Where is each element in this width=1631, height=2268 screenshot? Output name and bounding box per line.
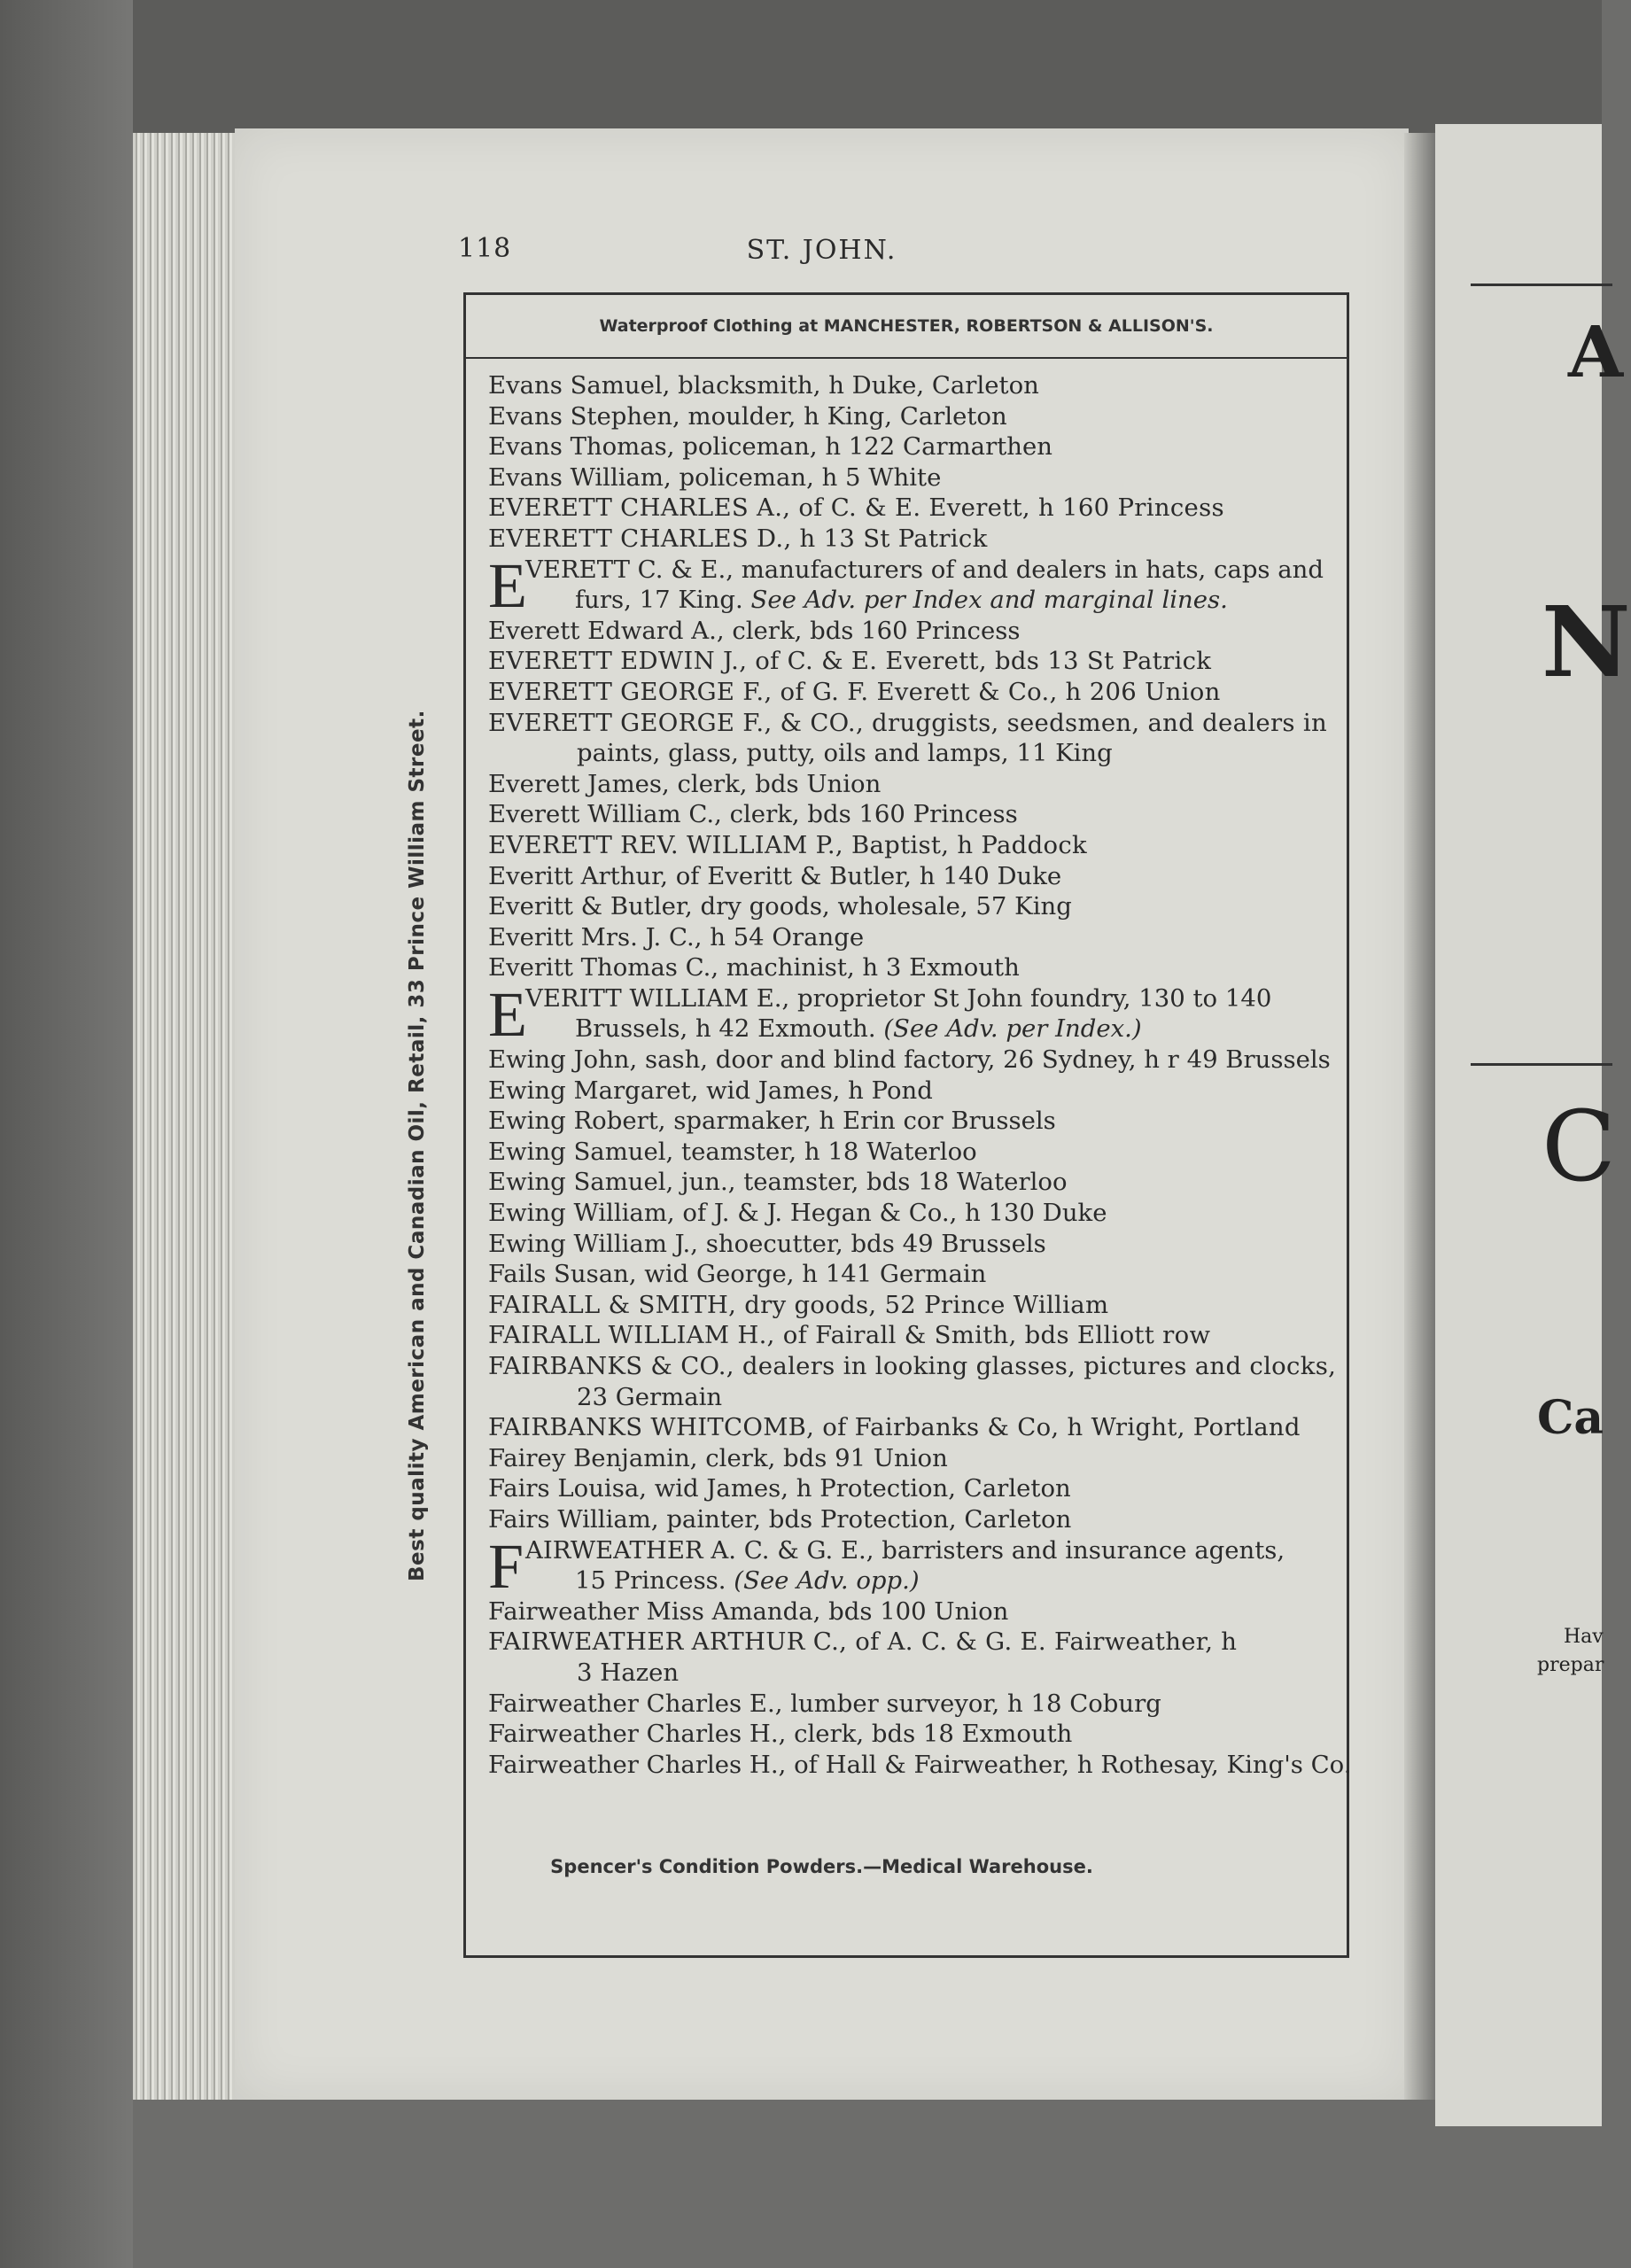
facing-page-fragment: A — [1568, 310, 1624, 393]
entry-line-continued — [525, 1565, 1348, 1596]
listing-entry: EVERETT REV. WILLIAM P., Baptist, h Paddock — [488, 830, 1088, 859]
listing-entry: EVERETT EDWIN J., of C. & E. Everett, bds 13 St Patrick — [488, 647, 1212, 676]
listing-entry: Everitt & Butler, dry goods, wholesale, 57 King — [488, 892, 1072, 921]
listing-entry: FAIRBANKS & CO., dealers in looking glasses, pictures and clocks, — [488, 1352, 1337, 1380]
bottom-advertisement: Spencer's Condition Powders.—Medical Warehouse. — [550, 1856, 1093, 1877]
entry-line-continued — [525, 585, 1348, 616]
listing-entry: Everett James, clerk, bds Union — [488, 769, 882, 798]
listing-entry: Everett Edward A., clerk, bds 160 Princess — [488, 616, 1021, 645]
listing-entry: EVERETT GEORGE F., of G. F. Everett & Co., h 206 Union — [488, 677, 1221, 706]
background-top — [0, 0, 1602, 133]
entry-reference: (See Adv. per Index.) — [883, 1014, 1142, 1044]
listing-entry: Evans William, policeman, h 5 White — [488, 462, 942, 492]
listing-frame — [463, 292, 1352, 1958]
facing-page-rule — [1471, 1063, 1612, 1066]
facing-page-fragment: Ca — [1537, 1391, 1604, 1445]
listing-entry-featured — [488, 1530, 1348, 1602]
listing-entry: Evans Stephen, moulder, h King, Carleton — [488, 401, 1007, 431]
listing-entry: Everitt Mrs. J. C., h 54 Orange — [488, 922, 865, 951]
facing-page-fragment: C — [1542, 1090, 1617, 1203]
book-spine — [1404, 133, 1440, 2100]
listing-entry: Fairweather Charles H., clerk, bds 18 Exmouth — [488, 1720, 1073, 1749]
listing-entry: EVERETT CHARLES D., h 13 St Patrick — [488, 524, 988, 553]
listing-entry: Everitt Arthur, of Everitt & Butler, h 140 Duke — [488, 861, 1062, 890]
listing-entry: EVERETT CHARLES A., of C. & E. Everett, h 160 Princess — [488, 493, 1224, 523]
listing-entry: Ewing Samuel, jun., teamster, bds 18 Waterloo — [488, 1168, 1068, 1197]
entry-reference: See Adv. per Index and marginal lines. — [750, 586, 1228, 615]
facing-page-fragment: prepar — [1537, 1654, 1604, 1676]
listing-entry: FAIRWEATHER ARTHUR C., of A. C. & G. E. Fairweather, h — [488, 1627, 1238, 1657]
listing-entry-continued: 3 Hazen — [577, 1658, 680, 1687]
listing-entry-continued: paints, glass, putty, oils and lamps, 11 King — [577, 739, 1113, 768]
listing-entry: Fairweather Charles H., of Hall & Fairweather, h Rothesay, King's Co. — [488, 1750, 1352, 1779]
entry-line: AIRWEATHER A. C. & G. E., barristers and insurance agents, — [525, 1535, 1285, 1565]
listing-entry: Ewing Robert, sparmaker, h Erin cor Brussels — [488, 1107, 1056, 1136]
listing-entry: Fairs William, painter, bds Protection, Carleton — [488, 1504, 1072, 1534]
listing-entry-featured — [488, 978, 1348, 1050]
directory-page — [235, 128, 1409, 2100]
listing-entry: Fairweather Charles E., lumber surveyor, h 18 Coburg — [488, 1689, 1161, 1718]
listing-entry: Everitt Thomas C., machinist, h 3 Exmouth — [488, 953, 1020, 983]
facing-page-fragment: Hav — [1564, 1626, 1604, 1648]
entry-line: VERITT WILLIAM E., proprietor St John foundry, 130 to 140 — [525, 983, 1272, 1013]
listing-entry-continued: 23 Germain — [577, 1382, 723, 1411]
listing-entry: Ewing Samuel, teamster, h 18 Waterloo — [488, 1137, 977, 1166]
listing-entry: EVERETT GEORGE F., & CO., druggists, seedsmen, and dealers in — [488, 708, 1327, 737]
listing-entry: FAIRALL & SMITH, dry goods, 52 Prince William — [488, 1290, 1109, 1319]
listing-entry: Ewing Margaret, wid James, h Pond — [488, 1076, 933, 1105]
entry-reference: (See Adv. opp.) — [734, 1566, 920, 1596]
listing-entry: Ewing John, sash, door and blind factory, 26 Sydney, h r 49 Brussels — [488, 1045, 1331, 1075]
entry-text: Brussels, h 42 Exmouth. — [575, 1014, 876, 1044]
listing-entry: FAIRBANKS WHITCOMB, of Fairbanks & Co, h Wright, Portland — [488, 1413, 1301, 1442]
listing-entry: Fairey Benjamin, clerk, bds 91 Union — [488, 1443, 948, 1472]
drop-cap-letter: E — [488, 978, 527, 1050]
listing-entry: FAIRALL WILLIAM H., of Fairall & Smith, bds Elliott row — [488, 1321, 1211, 1350]
listing-entry: Fails Susan, wid George, h 141 Germain — [488, 1260, 987, 1289]
listing-entry-featured — [488, 549, 1348, 621]
listing-entry: Evans Samuel, blacksmith, h Duke, Carleton — [488, 371, 1039, 400]
drop-cap-letter: F — [488, 1530, 524, 1602]
facing-page-fragment: N — [1542, 585, 1631, 699]
facing-page — [1435, 124, 1631, 2126]
listing-entry: Ewing William J., shoecutter, bds 49 Brussels — [488, 1229, 1046, 1258]
facing-page-rule — [1471, 284, 1612, 286]
listing-entry: Ewing William, of J. & J. Hegan & Co., h 130 Duke — [488, 1199, 1107, 1228]
running-head: ST. JOHN. — [746, 235, 897, 266]
entry-text: furs, 17 King. — [575, 586, 743, 615]
entry-text: 15 Princess. — [575, 1566, 726, 1596]
page-edges — [133, 133, 239, 2100]
top-advertisement: Waterproof Clothing at MANCHESTER, ROBERTSON & ALLISON'S. — [466, 295, 1347, 359]
listing-entry: Fairs Louisa, wid James, h Protection, Carleton — [488, 1474, 1071, 1503]
directory-listings — [488, 370, 1352, 1780]
entry-line: VERETT C. & E., manufacturers of and dealers in hats, caps and — [525, 555, 1324, 584]
listing-entry: Everett William C., clerk, bds 160 Princess — [488, 800, 1018, 829]
background-left — [0, 0, 133, 2268]
side-margin-advertisement: Best quality American and Canadian Oil, Retail, 33 Prince William Street. — [406, 710, 429, 1581]
listing-entry: Evans Thomas, policeman, h 122 Carmarthen — [488, 432, 1052, 462]
drop-cap-letter: E — [488, 549, 527, 621]
page-number: 118 — [458, 233, 512, 264]
listing-entry: Fairweather Miss Amanda, bds 100 Union — [488, 1596, 1009, 1626]
entry-line-continued — [525, 1014, 1348, 1045]
